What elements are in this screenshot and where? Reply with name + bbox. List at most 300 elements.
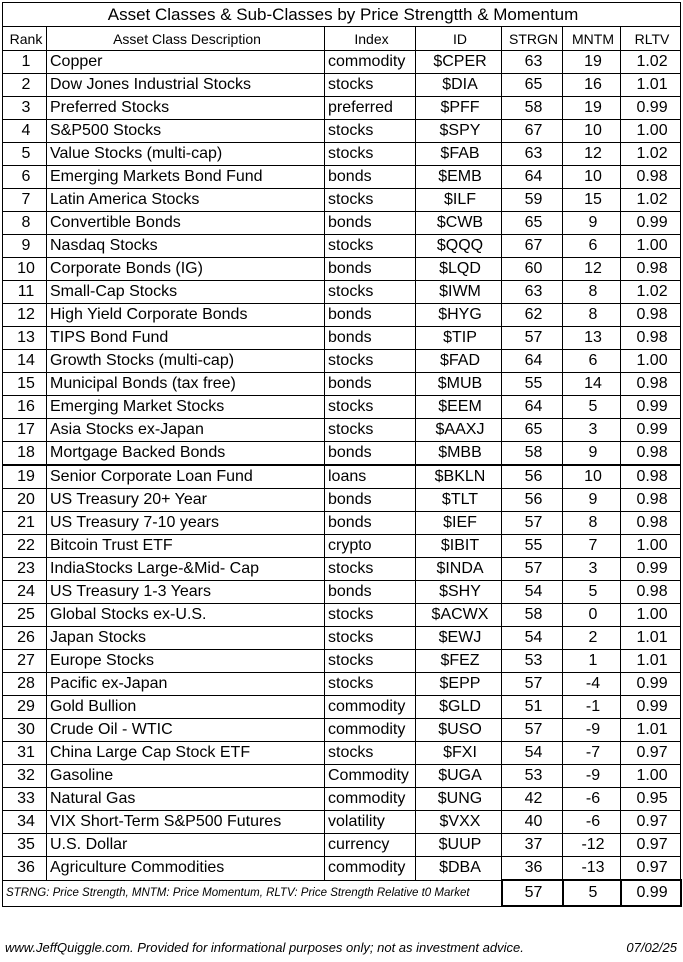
strgn-cell: 63: [502, 51, 563, 74]
description-cell: Preferred Stocks: [47, 97, 325, 120]
table-row: [3, 373, 681, 396]
mntm-cell: 10: [563, 465, 621, 489]
mntm-cell: 15: [563, 189, 621, 212]
description-cell: US Treasury 20+ Year: [47, 489, 325, 512]
rltv-cell: 0.98: [621, 327, 681, 350]
rltv-cell: 0.98: [621, 304, 681, 327]
description-cell: US Treasury 1-3 Years: [47, 581, 325, 604]
index-cell: bonds: [325, 304, 416, 327]
table-row: [3, 396, 681, 419]
index-cell: stocks: [325, 74, 416, 97]
strgn-cell: 64: [502, 396, 563, 419]
index-cell: bonds: [325, 512, 416, 535]
header-id: ID: [416, 27, 502, 51]
strgn-cell: 55: [502, 373, 563, 396]
rltv-cell: 1.01: [621, 650, 681, 673]
mntm-cell: 12: [563, 258, 621, 281]
table-row: [3, 166, 681, 189]
table-row: [3, 258, 681, 281]
description-cell: Gold Bullion: [47, 696, 325, 719]
description-cell: Gasoline: [47, 765, 325, 788]
mntm-cell: 10: [563, 166, 621, 189]
rank-cell: 24: [3, 581, 47, 604]
strgn-cell: 57: [502, 327, 563, 350]
summary-strgn: 57: [502, 880, 563, 906]
mntm-cell: -1: [563, 696, 621, 719]
ticker-cell: $HYG: [416, 304, 502, 327]
mntm-cell: 6: [563, 235, 621, 258]
table-row: [3, 442, 681, 466]
rank-cell: 13: [3, 327, 47, 350]
strgn-cell: 56: [502, 489, 563, 512]
table-row: [3, 696, 681, 719]
ticker-cell: $CPER: [416, 51, 502, 74]
strgn-cell: 63: [502, 281, 563, 304]
strgn-cell: 58: [502, 442, 563, 466]
footer-date: 07/02/25: [626, 940, 677, 955]
ticker-cell: $VXX: [416, 811, 502, 834]
rltv-cell: 0.97: [621, 811, 681, 834]
index-cell: Commodity: [325, 765, 416, 788]
mntm-cell: 1: [563, 650, 621, 673]
rank-cell: 26: [3, 627, 47, 650]
rltv-cell: 0.97: [621, 834, 681, 857]
mntm-cell: 9: [563, 489, 621, 512]
table-row: [3, 857, 681, 881]
description-cell: Small-Cap Stocks: [47, 281, 325, 304]
rank-cell: 6: [3, 166, 47, 189]
strgn-cell: 58: [502, 97, 563, 120]
mntm-cell: 5: [563, 581, 621, 604]
rltv-cell: 0.97: [621, 742, 681, 765]
rltv-cell: 1.01: [621, 627, 681, 650]
ticker-cell: $ILF: [416, 189, 502, 212]
mntm-cell: 8: [563, 304, 621, 327]
ticker-cell: $TLT: [416, 489, 502, 512]
description-cell: Senior Corporate Loan Fund: [47, 465, 325, 489]
strgn-cell: 65: [502, 212, 563, 235]
strgn-cell: 63: [502, 143, 563, 166]
description-cell: Agriculture Commodities: [47, 857, 325, 881]
header-description: Asset Class Description: [47, 27, 325, 51]
strgn-cell: 59: [502, 189, 563, 212]
strgn-cell: 54: [502, 627, 563, 650]
index-cell: volatility: [325, 811, 416, 834]
mntm-cell: 19: [563, 97, 621, 120]
strgn-cell: 58: [502, 604, 563, 627]
rank-cell: 3: [3, 97, 47, 120]
description-cell: Convertible Bonds: [47, 212, 325, 235]
mntm-cell: 3: [563, 558, 621, 581]
mntm-cell: 5: [563, 396, 621, 419]
index-cell: stocks: [325, 350, 416, 373]
summary-rltv: 0.99: [621, 880, 681, 906]
rltv-cell: 1.01: [621, 719, 681, 742]
table-row: [3, 143, 681, 166]
rank-cell: 34: [3, 811, 47, 834]
description-cell: Pacific ex-Japan: [47, 673, 325, 696]
index-cell: stocks: [325, 742, 416, 765]
mntm-cell: 9: [563, 442, 621, 466]
strgn-cell: 57: [502, 558, 563, 581]
strgn-cell: 54: [502, 742, 563, 765]
description-cell: U.S. Dollar: [47, 834, 325, 857]
rltv-cell: 0.98: [621, 258, 681, 281]
description-cell: Crude Oil - WTIC: [47, 719, 325, 742]
rank-cell: 18: [3, 442, 47, 466]
rltv-cell: 0.98: [621, 489, 681, 512]
mntm-cell: 0: [563, 604, 621, 627]
rank-cell: 14: [3, 350, 47, 373]
rank-cell: 5: [3, 143, 47, 166]
description-cell: Emerging Market Stocks: [47, 396, 325, 419]
strgn-cell: 67: [502, 235, 563, 258]
strgn-cell: 55: [502, 535, 563, 558]
description-cell: US Treasury 7-10 years: [47, 512, 325, 535]
mntm-cell: 16: [563, 74, 621, 97]
table-title: Asset Classes & Sub-Classes by Price Strengtth & Momentum: [3, 3, 681, 27]
page-footer: [5, 938, 677, 958]
index-cell: bonds: [325, 489, 416, 512]
mntm-cell: 2: [563, 627, 621, 650]
mntm-cell: -6: [563, 788, 621, 811]
table-row: [3, 788, 681, 811]
description-cell: TIPS Bond Fund: [47, 327, 325, 350]
rltv-cell: 0.99: [621, 396, 681, 419]
rank-cell: 22: [3, 535, 47, 558]
strgn-cell: 64: [502, 166, 563, 189]
ticker-cell: $IWM: [416, 281, 502, 304]
table-row: [3, 189, 681, 212]
description-cell: Value Stocks (multi-cap): [47, 143, 325, 166]
ticker-cell: $FAD: [416, 350, 502, 373]
rank-cell: 10: [3, 258, 47, 281]
strgn-cell: 51: [502, 696, 563, 719]
strgn-cell: 62: [502, 304, 563, 327]
strgn-cell: 53: [502, 650, 563, 673]
description-cell: Natural Gas: [47, 788, 325, 811]
ticker-cell: $USO: [416, 719, 502, 742]
rank-cell: 21: [3, 512, 47, 535]
mntm-cell: -7: [563, 742, 621, 765]
strgn-cell: 57: [502, 512, 563, 535]
table-row: [3, 74, 681, 97]
rank-cell: 31: [3, 742, 47, 765]
table-row: [3, 51, 681, 74]
ticker-cell: $PFF: [416, 97, 502, 120]
mntm-cell: 6: [563, 350, 621, 373]
rltv-cell: 0.99: [621, 673, 681, 696]
ticker-cell: $TIP: [416, 327, 502, 350]
header-rank: Rank: [3, 27, 47, 51]
ticker-cell: $MUB: [416, 373, 502, 396]
rltv-cell: 1.00: [621, 535, 681, 558]
ticker-cell: $INDA: [416, 558, 502, 581]
mntm-cell: -4: [563, 673, 621, 696]
rltv-cell: 1.02: [621, 51, 681, 74]
strgn-cell: 54: [502, 581, 563, 604]
index-cell: stocks: [325, 396, 416, 419]
index-cell: stocks: [325, 281, 416, 304]
rltv-cell: 0.95: [621, 788, 681, 811]
rank-cell: 35: [3, 834, 47, 857]
ticker-cell: $MBB: [416, 442, 502, 466]
strgn-cell: 65: [502, 74, 563, 97]
table-row: [3, 97, 681, 120]
strgn-cell: 37: [502, 834, 563, 857]
mntm-cell: 13: [563, 327, 621, 350]
table-row: [3, 650, 681, 673]
rank-cell: 33: [3, 788, 47, 811]
rltv-cell: 0.98: [621, 442, 681, 466]
index-cell: bonds: [325, 442, 416, 466]
rank-cell: 16: [3, 396, 47, 419]
mntm-cell: -6: [563, 811, 621, 834]
mntm-cell: 10: [563, 120, 621, 143]
ticker-cell: $CWB: [416, 212, 502, 235]
strgn-cell: 40: [502, 811, 563, 834]
description-cell: Japan Stocks: [47, 627, 325, 650]
description-cell: Corporate Bonds (IG): [47, 258, 325, 281]
description-cell: Dow Jones Industrial Stocks: [47, 74, 325, 97]
rltv-cell: 0.98: [621, 465, 681, 489]
index-cell: stocks: [325, 235, 416, 258]
strgn-cell: 36: [502, 857, 563, 881]
description-cell: Nasdaq Stocks: [47, 235, 325, 258]
rank-cell: 4: [3, 120, 47, 143]
rank-cell: 2: [3, 74, 47, 97]
ticker-cell: $UNG: [416, 788, 502, 811]
index-cell: bonds: [325, 581, 416, 604]
header-rltv: RLTV: [621, 27, 681, 51]
rltv-cell: 0.98: [621, 581, 681, 604]
mntm-cell: 12: [563, 143, 621, 166]
table-row: [3, 811, 681, 834]
table-row: [3, 581, 681, 604]
ticker-cell: $EWJ: [416, 627, 502, 650]
footer-disclaimer: www.JeffQuiggle.com. Provided for informational purposes only; not as investment advice.: [5, 940, 524, 955]
rank-cell: 15: [3, 373, 47, 396]
description-cell: Europe Stocks: [47, 650, 325, 673]
rank-cell: 28: [3, 673, 47, 696]
ticker-cell: $GLD: [416, 696, 502, 719]
table-row: [3, 120, 681, 143]
table-row: [3, 558, 681, 581]
asset-ranking-table: [2, 2, 682, 907]
strgn-cell: 64: [502, 350, 563, 373]
index-cell: bonds: [325, 373, 416, 396]
rank-cell: 29: [3, 696, 47, 719]
index-cell: bonds: [325, 166, 416, 189]
description-cell: China Large Cap Stock ETF: [47, 742, 325, 765]
index-cell: commodity: [325, 51, 416, 74]
ticker-cell: $ACWX: [416, 604, 502, 627]
rltv-cell: 0.98: [621, 166, 681, 189]
index-cell: commodity: [325, 857, 416, 881]
rltv-cell: 0.97: [621, 857, 681, 881]
rltv-cell: 1.00: [621, 765, 681, 788]
rank-cell: 27: [3, 650, 47, 673]
summary-row: [3, 880, 681, 906]
table-row: [3, 465, 681, 489]
index-cell: stocks: [325, 419, 416, 442]
index-cell: preferred: [325, 97, 416, 120]
mntm-cell: 9: [563, 212, 621, 235]
index-cell: bonds: [325, 258, 416, 281]
index-cell: currency: [325, 834, 416, 857]
table-row: [3, 212, 681, 235]
summary-mntm: 5: [563, 880, 621, 906]
strgn-cell: 67: [502, 120, 563, 143]
table-row: [3, 281, 681, 304]
legend-note: STRNG: Price Strength, MNTM: Price Momentum, RLTV: Price Strength Relative t0 Market: [3, 880, 502, 906]
description-cell: Municipal Bonds (tax free): [47, 373, 325, 396]
description-cell: S&P500 Stocks: [47, 120, 325, 143]
index-cell: commodity: [325, 719, 416, 742]
description-cell: Growth Stocks (multi-cap): [47, 350, 325, 373]
rltv-cell: 0.98: [621, 512, 681, 535]
table-row: [3, 604, 681, 627]
mntm-cell: 8: [563, 281, 621, 304]
description-cell: Latin America Stocks: [47, 189, 325, 212]
index-cell: loans: [325, 465, 416, 489]
rank-cell: 7: [3, 189, 47, 212]
index-cell: stocks: [325, 143, 416, 166]
strgn-cell: 57: [502, 673, 563, 696]
rank-cell: 23: [3, 558, 47, 581]
index-cell: stocks: [325, 650, 416, 673]
mntm-cell: -9: [563, 719, 621, 742]
ticker-cell: $UGA: [416, 765, 502, 788]
rltv-cell: 1.00: [621, 120, 681, 143]
ticker-cell: $SPY: [416, 120, 502, 143]
description-cell: Bitcoin Trust ETF: [47, 535, 325, 558]
description-cell: VIX Short-Term S&P500 Futures: [47, 811, 325, 834]
rltv-cell: 1.01: [621, 74, 681, 97]
rank-cell: 1: [3, 51, 47, 74]
ticker-cell: $FEZ: [416, 650, 502, 673]
ticker-cell: $EPP: [416, 673, 502, 696]
ticker-cell: $IBIT: [416, 535, 502, 558]
rltv-cell: 0.99: [621, 558, 681, 581]
ticker-cell: $UUP: [416, 834, 502, 857]
rank-cell: 30: [3, 719, 47, 742]
table-row: [3, 512, 681, 535]
rltv-cell: 1.02: [621, 143, 681, 166]
index-cell: crypto: [325, 535, 416, 558]
mntm-cell: 7: [563, 535, 621, 558]
ticker-cell: $EMB: [416, 166, 502, 189]
table-row: [3, 327, 681, 350]
rltv-cell: 0.99: [621, 212, 681, 235]
description-cell: High Yield Corporate Bonds: [47, 304, 325, 327]
rltv-cell: 1.00: [621, 235, 681, 258]
ticker-cell: $EEM: [416, 396, 502, 419]
index-cell: bonds: [325, 212, 416, 235]
strgn-cell: 57: [502, 719, 563, 742]
rltv-cell: 0.99: [621, 696, 681, 719]
strgn-cell: 56: [502, 465, 563, 489]
rank-cell: 11: [3, 281, 47, 304]
mntm-cell: 3: [563, 419, 621, 442]
header-index: Index: [325, 27, 416, 51]
index-cell: commodity: [325, 788, 416, 811]
rltv-cell: 0.98: [621, 373, 681, 396]
ticker-cell: $IEF: [416, 512, 502, 535]
header-row: [3, 27, 681, 51]
index-cell: stocks: [325, 627, 416, 650]
description-cell: Global Stocks ex-U.S.: [47, 604, 325, 627]
rltv-cell: 0.99: [621, 419, 681, 442]
table-row: [3, 535, 681, 558]
ticker-cell: $BKLN: [416, 465, 502, 489]
rank-cell: 32: [3, 765, 47, 788]
ticker-cell: $DIA: [416, 74, 502, 97]
ticker-cell: $QQQ: [416, 235, 502, 258]
table-row: [3, 350, 681, 373]
rltv-cell: 1.00: [621, 604, 681, 627]
table-row: [3, 304, 681, 327]
table-row: [3, 742, 681, 765]
index-cell: stocks: [325, 558, 416, 581]
index-cell: stocks: [325, 120, 416, 143]
table-row: [3, 765, 681, 788]
strgn-cell: 65: [502, 419, 563, 442]
rltv-cell: 1.00: [621, 350, 681, 373]
rank-cell: 17: [3, 419, 47, 442]
ticker-cell: $FXI: [416, 742, 502, 765]
header-mntm: MNTM: [563, 27, 621, 51]
index-cell: stocks: [325, 604, 416, 627]
table-row: [3, 489, 681, 512]
index-cell: stocks: [325, 189, 416, 212]
strgn-cell: 42: [502, 788, 563, 811]
rank-cell: 20: [3, 489, 47, 512]
ticker-cell: $DBA: [416, 857, 502, 881]
rltv-cell: 1.02: [621, 281, 681, 304]
rank-cell: 8: [3, 212, 47, 235]
mntm-cell: 14: [563, 373, 621, 396]
rank-cell: 25: [3, 604, 47, 627]
table-row: [3, 419, 681, 442]
table-row: [3, 834, 681, 857]
description-cell: Mortgage Backed Bonds: [47, 442, 325, 466]
index-cell: commodity: [325, 696, 416, 719]
strgn-cell: 60: [502, 258, 563, 281]
mntm-cell: 8: [563, 512, 621, 535]
description-cell: IndiaStocks Large-&Mid- Cap: [47, 558, 325, 581]
table-row: [3, 235, 681, 258]
ticker-cell: $FAB: [416, 143, 502, 166]
ticker-cell: $LQD: [416, 258, 502, 281]
description-cell: Emerging Markets Bond Fund: [47, 166, 325, 189]
description-cell: Copper: [47, 51, 325, 74]
mntm-cell: -12: [563, 834, 621, 857]
mntm-cell: -9: [563, 765, 621, 788]
strgn-cell: 53: [502, 765, 563, 788]
rltv-cell: 0.99: [621, 97, 681, 120]
mntm-cell: -13: [563, 857, 621, 881]
table-row: [3, 719, 681, 742]
header-strgn: STRGN: [502, 27, 563, 51]
rank-cell: 9: [3, 235, 47, 258]
rltv-cell: 1.02: [621, 189, 681, 212]
ticker-cell: $AAXJ: [416, 419, 502, 442]
description-cell: Asia Stocks ex-Japan: [47, 419, 325, 442]
rank-cell: 19: [3, 465, 47, 489]
ticker-cell: $SHY: [416, 581, 502, 604]
index-cell: bonds: [325, 327, 416, 350]
